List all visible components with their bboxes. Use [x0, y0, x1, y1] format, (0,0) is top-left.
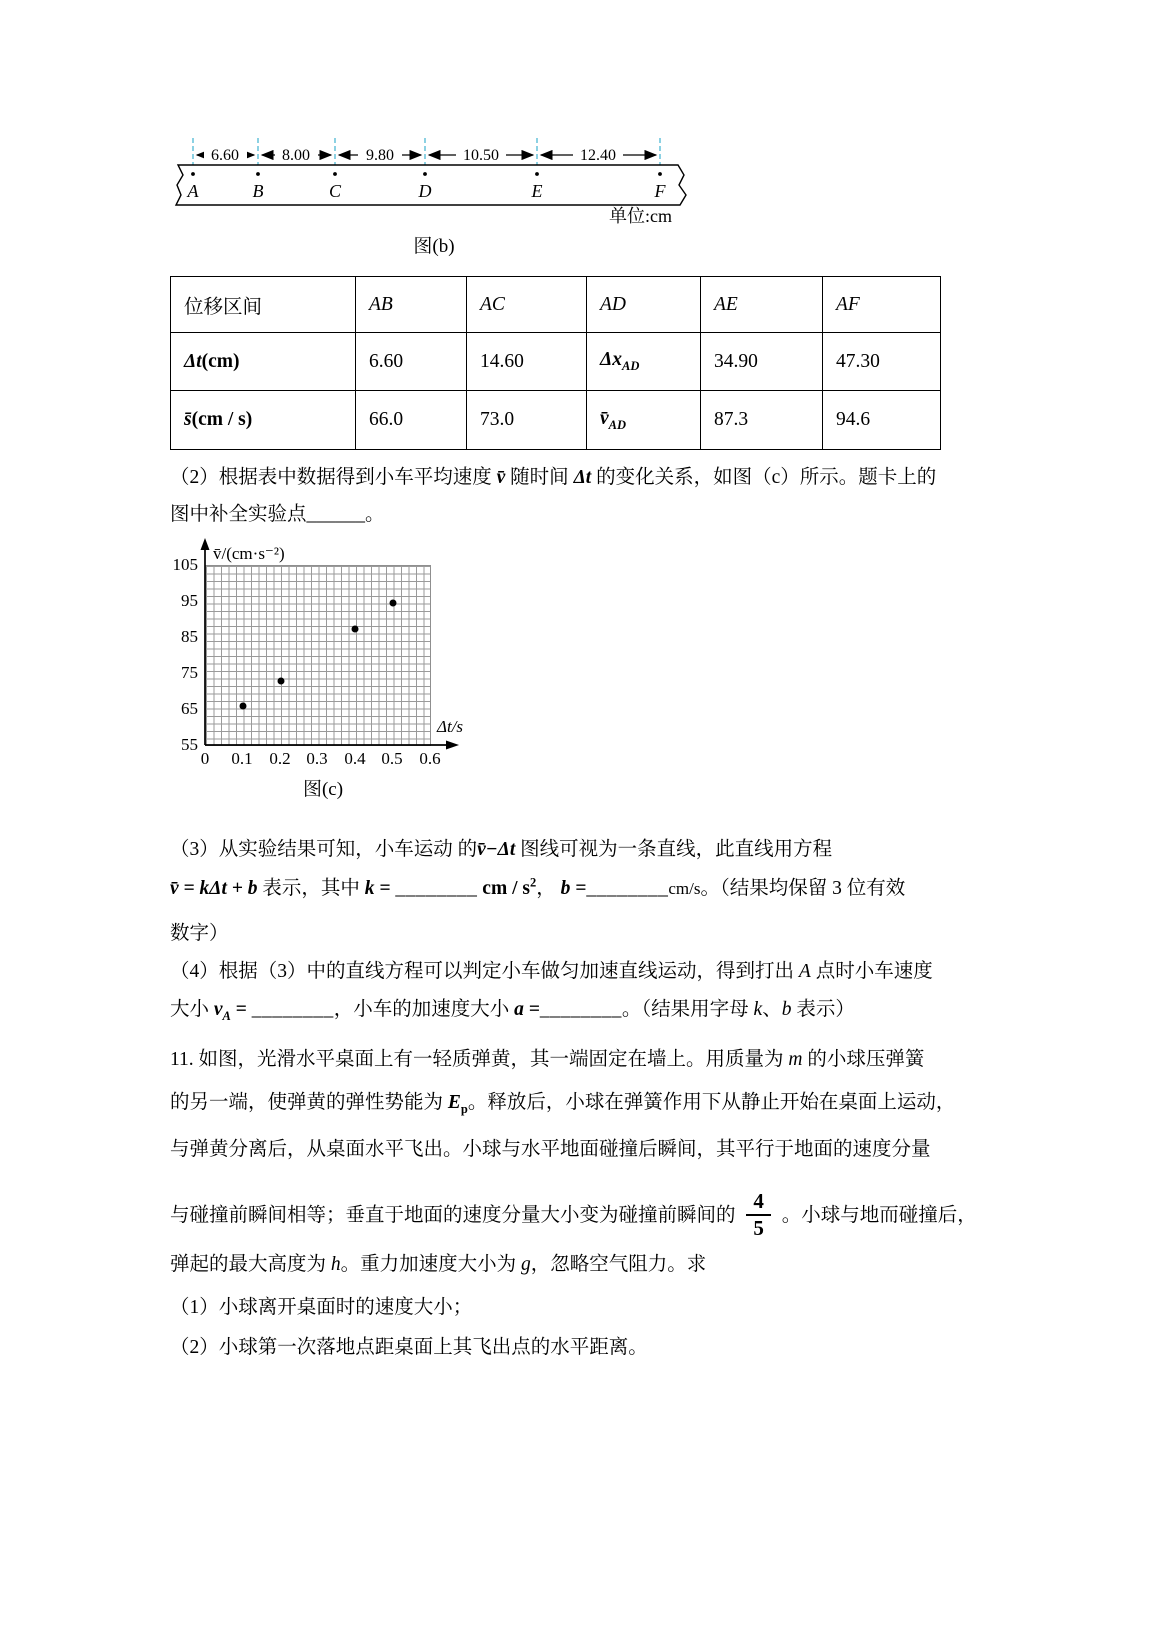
para3-line-2	[170, 872, 1010, 900]
cell-v-AD	[587, 391, 701, 450]
text-run: （1）小球离开桌面时的速度大小；	[170, 1297, 473, 1318]
h-symbol: h	[330, 1254, 341, 1275]
x-tick-04: 0.4	[344, 749, 366, 768]
figure-c-caption: 图(c)	[302, 779, 344, 800]
cell-v-AC: 73.0	[467, 391, 587, 450]
text-run: 的另一端，使弹黄的弹性势能为	[170, 1092, 448, 1113]
y-tick-95: 95	[181, 591, 198, 610]
a-symbol: a =	[514, 999, 540, 1020]
fraction-four-fifths	[746, 1190, 771, 1240]
text-run: 。（结果均保留 3 位有效	[700, 878, 906, 899]
text-run: ，	[536, 878, 561, 899]
text-run: 点时小车速度	[810, 961, 933, 982]
q11-line-2	[170, 1086, 1010, 1117]
tape-diagram	[160, 133, 705, 233]
y-tick-105: 105	[172, 555, 198, 574]
k-unit-exponent: 2	[529, 875, 537, 890]
v-bar-symbol: v̄	[496, 467, 506, 488]
para4-line-2	[170, 993, 1010, 1024]
measurement-value: 9.80	[366, 147, 394, 164]
row-displacement-label	[171, 333, 356, 391]
cell-v-AF: 94.6	[823, 391, 941, 450]
tape-point-label: F	[654, 181, 666, 201]
y-tick-85: 85	[181, 627, 198, 646]
k-unit: cm / s	[482, 878, 530, 899]
header-AB-label: AB	[369, 293, 393, 315]
k-letter: k	[753, 999, 763, 1020]
text-run: 弹起的最大高度为	[170, 1254, 331, 1275]
text-run: 11. 如图，光滑水平桌面上有一轻质弹黄，其一端固定在墙上。用质量为	[170, 1049, 789, 1070]
text-run: 。（结果用字母	[621, 999, 754, 1020]
x-tick-03: 0.3	[306, 749, 328, 768]
s-bar-unit: (cm / s)	[191, 409, 253, 430]
cell-v-AB: 66.0	[356, 391, 467, 450]
x-tick-06: 0.6	[419, 749, 441, 768]
v-dt-graph-symbol: v̄−Δt	[477, 839, 516, 860]
text-run: 的变化关系，如图（c）所示。题卡上的	[591, 467, 937, 488]
measurement-value: 12.40	[580, 147, 616, 164]
para4-line-1	[170, 955, 1010, 983]
tape-point-label: C	[328, 181, 342, 201]
text-run: 、	[762, 999, 782, 1020]
header-AC-label: AC	[480, 293, 505, 315]
chart-y-axis-label: v̄/(cm·s⁻²)	[213, 544, 285, 563]
table-header-row	[171, 277, 941, 333]
delta-x-unit: (cm)	[201, 350, 240, 372]
header-interval-label: 位移区间	[184, 296, 263, 318]
text-run: 大小	[170, 999, 214, 1020]
measurement-value: 10.50	[463, 147, 499, 164]
cell-dx-AE: 34.90	[701, 333, 823, 391]
text-run: （3）从实验结果可知，小车运动 的	[170, 839, 478, 860]
para3-line-3	[170, 917, 1010, 945]
b-symbol: b =	[560, 878, 587, 899]
text-run: 数字）	[170, 923, 229, 944]
q11-line-3	[170, 1133, 1010, 1161]
v-A-symbol: v	[213, 999, 223, 1020]
header-AB	[356, 277, 467, 333]
q11-item-1	[170, 1291, 1010, 1319]
delta-x-AD-symbol: Δx	[600, 349, 622, 371]
q11-line-4	[170, 1190, 1010, 1240]
text-run: 。小球与地而碰撞后，	[776, 1205, 977, 1227]
text-run: 表示）	[791, 999, 855, 1020]
para2-line-2	[170, 498, 1010, 526]
y-tick-75: 75	[181, 663, 198, 682]
header-interval	[171, 277, 356, 333]
blank-a-field: ________	[539, 999, 622, 1020]
fraction-denominator: 5	[753, 1216, 764, 1241]
text-run: 随时间	[505, 467, 574, 488]
text-run: 图中补全实验点______。	[170, 504, 385, 525]
blank-vA-field: ________	[251, 999, 334, 1020]
tape-point-label: A	[187, 181, 199, 201]
delta-x-AD-subscript: AD	[621, 358, 640, 373]
q11-line-1	[170, 1043, 1010, 1071]
text-run: 表示，其中	[257, 878, 365, 899]
Ep-subscript: p	[460, 1101, 468, 1116]
m-symbol: m	[788, 1049, 803, 1070]
g-symbol: g	[521, 1254, 531, 1275]
header-AF-label: AF	[836, 293, 860, 315]
text-run: 图线可视为一条直线，此直线用方程	[515, 839, 833, 860]
blank-b-field: ________	[586, 878, 669, 899]
v-bar-AD-subscript: AD	[608, 417, 627, 432]
para2-line-1	[170, 461, 1010, 489]
text-run: （2）根据表中数据得到小车平均速度	[170, 467, 497, 488]
q11-line-5	[170, 1248, 1010, 1276]
x-tick-02: 0.2	[269, 749, 291, 768]
header-AE	[701, 277, 823, 333]
x-tick-01: 0.1	[231, 749, 253, 768]
text-run: ，忽略空气阻力。求	[530, 1254, 707, 1275]
header-AE-label: AE	[714, 293, 738, 315]
cell-dx-AF: 47.30	[823, 333, 941, 391]
table-row-displacement	[171, 333, 941, 391]
text-run: ，小车的加速度大小	[333, 999, 515, 1020]
text-run: 与碰撞前瞬间相等；垂直于地面的速度分量大小变为碰撞前瞬间的	[170, 1205, 741, 1227]
para3-line-1	[170, 833, 1010, 861]
text-run: 与弹黄分离后，从桌面水平飞出。小球与水平地面碰撞后瞬间，其平行于地面的速度分量	[170, 1139, 931, 1160]
unit-label: 单位:cm	[609, 206, 672, 226]
header-AC	[467, 277, 587, 333]
header-AF	[823, 277, 941, 333]
fraction-numerator: 4	[746, 1190, 771, 1216]
Ep-symbol: E	[447, 1092, 461, 1113]
point-A-symbol: A	[798, 961, 811, 982]
tape-point-label: E	[531, 181, 543, 201]
y-axis-arrow-icon	[201, 538, 210, 550]
text-run: （2）小球第一次落地点距桌面上其飞出点的水平距离。	[170, 1337, 648, 1358]
equals-sign: =	[230, 999, 252, 1020]
blank-k-field: ________	[395, 878, 478, 899]
cell-dx-AC: 14.60	[467, 333, 587, 391]
cell-v-AE: 87.3	[701, 391, 823, 450]
text-run: 的小球压弹簧	[802, 1049, 925, 1070]
q11-item-2	[170, 1331, 1010, 1359]
y-tick-55: 55	[181, 735, 198, 754]
v-A-subscript: A	[222, 1008, 231, 1023]
line-equation: v̄ = kΔt + b	[170, 878, 258, 899]
v-bar-AD-symbol: v̄	[600, 407, 609, 429]
measurement-value: 6.60	[211, 147, 239, 164]
table-row-velocity	[171, 391, 941, 450]
chart-x-axis-label: Δt/s	[437, 717, 464, 736]
cell-dx-AD	[587, 333, 701, 391]
text-run: 。释放后，小球在弹簧作用下从静止开始在桌面上运动，	[467, 1092, 956, 1113]
text-run: 。重力加速度大小为	[340, 1254, 522, 1275]
chart-axes	[195, 538, 467, 758]
header-AD-label: AD	[600, 293, 626, 315]
header-AD	[587, 277, 701, 333]
cell-dx-AB: 6.60	[356, 333, 467, 391]
tape-point-label: D	[418, 181, 432, 201]
b-letter: b	[781, 999, 792, 1020]
x-tick-0: 0	[200, 749, 210, 768]
b-unit: cm/s	[668, 879, 701, 898]
displacement-table	[170, 276, 941, 450]
y-tick-65: 65	[181, 699, 198, 718]
delta-t-symbol: Δt	[573, 467, 592, 488]
delta-x-symbol: Δt	[184, 350, 202, 372]
row-velocity-label	[171, 391, 356, 450]
measurement-value: 8.00	[282, 147, 310, 164]
figure-b-caption: 图(b)	[413, 236, 455, 257]
text-run: （4）根据（3）中的直线方程可以判定小车做匀加速直线运动，得到打出	[170, 961, 799, 982]
tape-point-label: B	[252, 181, 264, 201]
s-bar-symbol: s̄	[184, 409, 192, 430]
k-symbol: k =	[364, 878, 391, 899]
x-tick-05: 0.5	[381, 749, 403, 768]
